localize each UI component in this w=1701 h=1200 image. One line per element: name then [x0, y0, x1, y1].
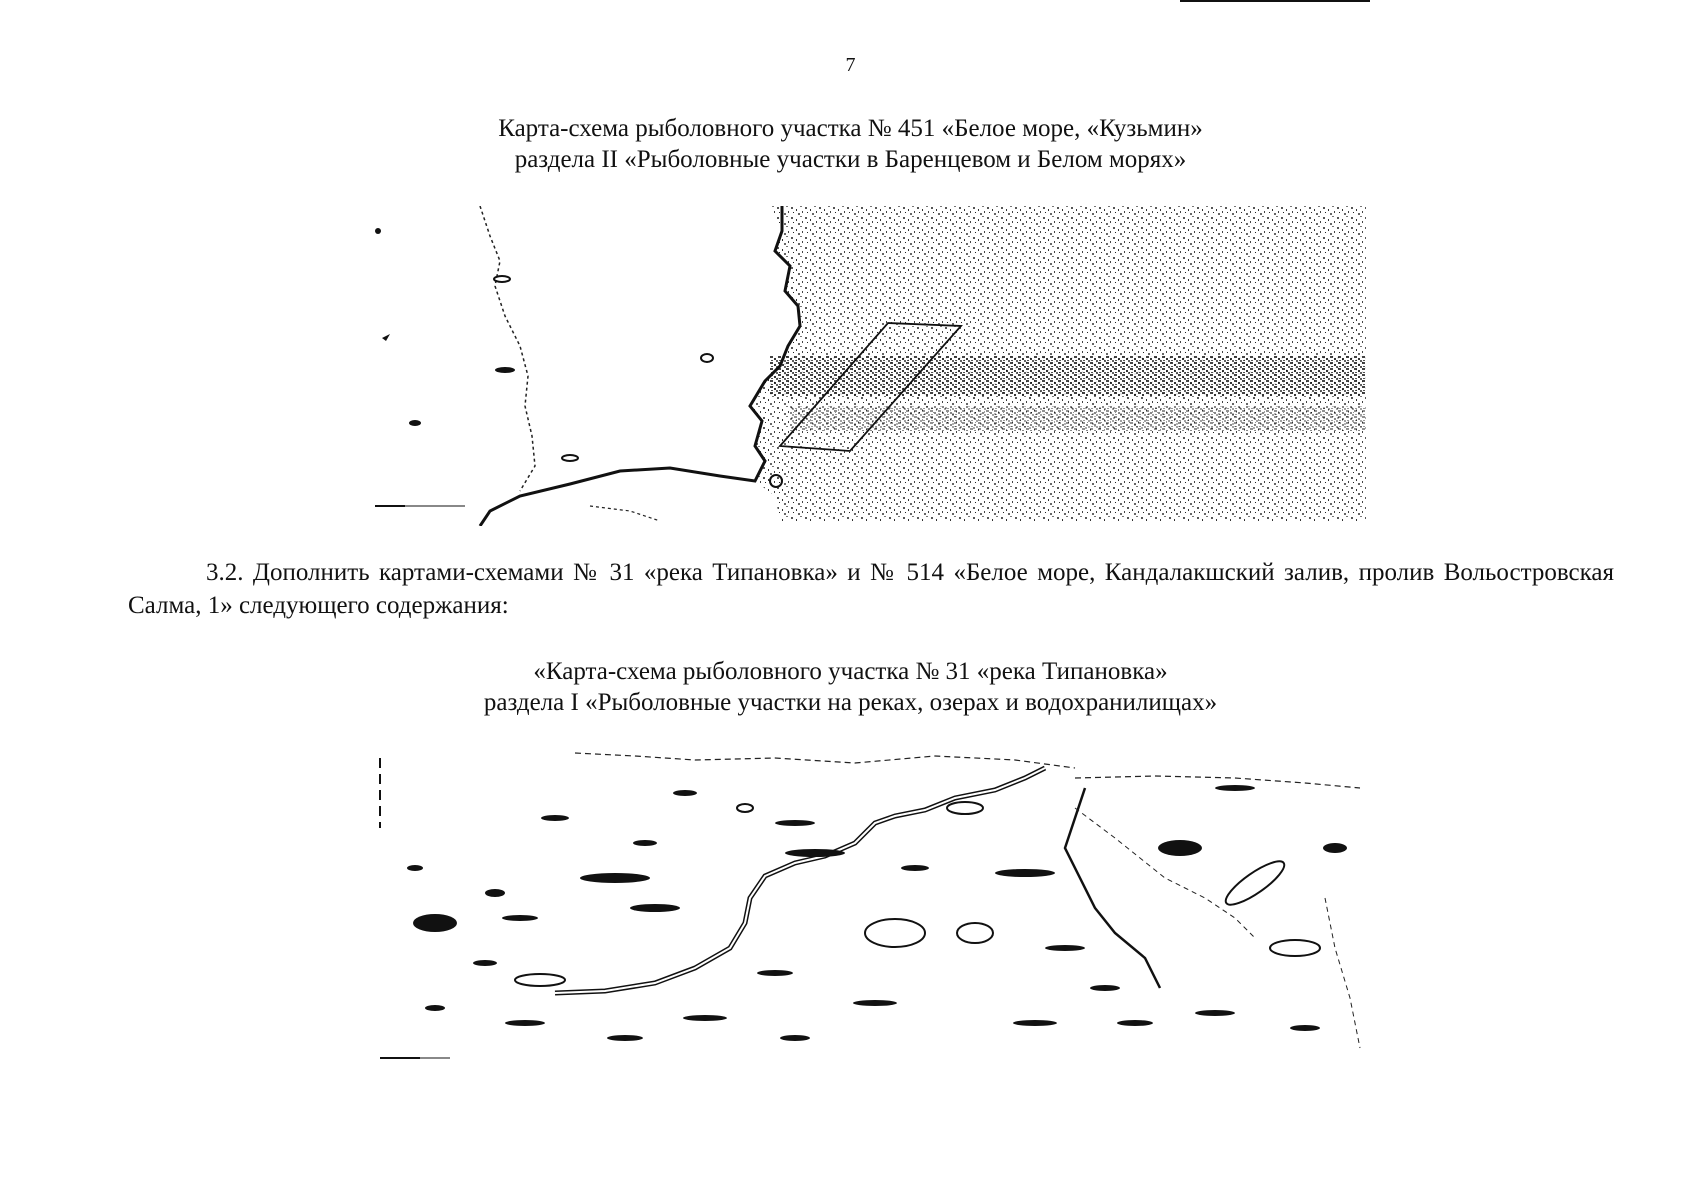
map-kuzmin-drawing — [370, 206, 1366, 526]
map-1-caption — [0, 113, 1701, 175]
map-kuzmin — [370, 206, 1366, 526]
map-1-caption-line-2: раздела II «Рыболовные участки в Баренцевом и Белом морях» — [514, 146, 1187, 173]
map-tipanovka-drawing — [375, 748, 1365, 1074]
map-2-caption-line-2: раздела I «Рыболовные участки на реках, озерах и водохранилищах» — [483, 689, 1218, 716]
map-1-caption-line-1: Карта-схема рыболовного участка № 451 «Белое море, «Кузьмин» — [498, 115, 1203, 142]
map-tipanovka — [375, 748, 1365, 1074]
header-rule — [1180, 0, 1370, 2]
map-2-caption-line-1: «Карта-схема рыболовного участка № 31 «река Типановка» — [533, 658, 1168, 685]
map-2-caption — [0, 656, 1701, 718]
instruction-paragraph: 3.2. Дополнить картами-схемами № 31 «река Типановка» и № 514 «Белое море, Кандалакшский залив, пролив Вольостровская Салма, 1» следующего содержания: — [128, 559, 1614, 619]
page-number: 7 — [845, 54, 856, 76]
